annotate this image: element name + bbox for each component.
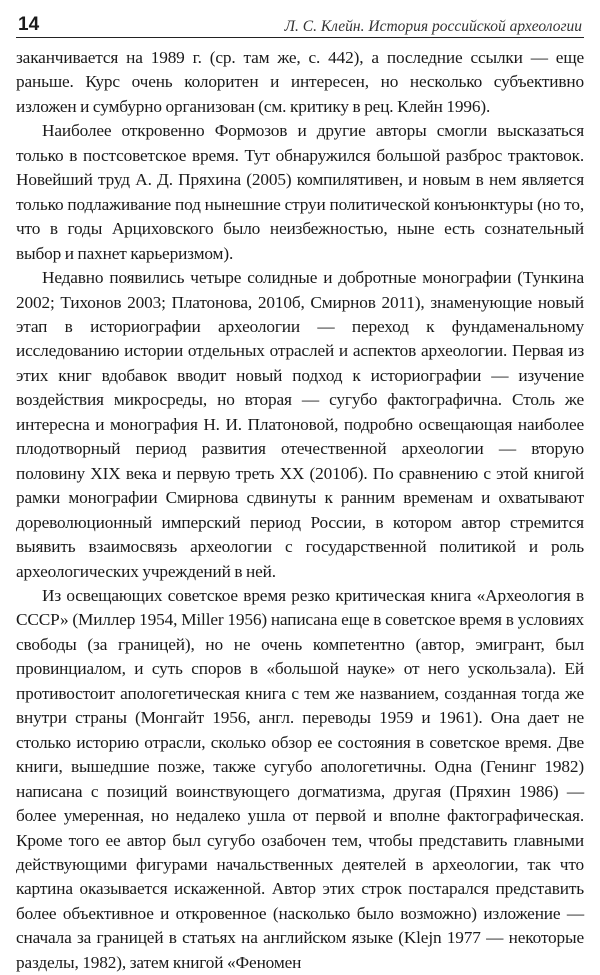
running-head xyxy=(16,8,584,38)
paragraph-formozov: Наиболее откровенно Формозов и другие авторы смогли высказаться только в постсоветское время. Тут обнаружился большой разброс трактовок. Новейший труд А. Д. Пряхина (2005) компилятивен, и новым в нем является только подлаживание под нынешние струи политической конъюнктуры (но то, что в годы Арциховского было неизбежностью, ныне есть сознательный выбор и пахнет карьеризмом). xyxy=(16,121,584,263)
body-text xyxy=(16,46,584,975)
paragraph-soviet-books: Из освещающих советское время резко критическая книга «Археология в СССР» (Миллер 1954, Miller 1956) написана еще в советское время в условиях свободы (за границей), но не очень компетентно (автор, эмигрант, был провинциалом, и суть споров в «большой науке» от него ускользала). Ей противостоит апологетическая книга с тем же названием, созданная тогда же внутри страны (Монгайт 1956, англ. переводы 1959 и 1961). Она дает не столько историю отрасли, сколько обзор ее состояния в советское время. Две книги, вышедшие позже, также сугубо апологетичны. Одна (Генинг 1982) написана с позиций воинствующего догматизма, другая (Пряхин 1986) — более умеренная, но недалеко ушла от первой и вполне фактографическая. Кроме того ее автор был сугубо озабочен тем, чтобы представить главными действующими фигурами начальственных деятелей в археологии, так что картина оказывается искаженной. Автор этих строк постарался представить более объективное и откровенное (насколько было возможно) изложение — сначала за границей в статьях на английском языке (Klejn 1977 — некоторые разделы, 1982), затем книгой «Феномен xyxy=(16,585,584,972)
page-number: 14 xyxy=(18,14,40,35)
paragraph-continuation: заканчивается на 1989 г. (ср. там же, с. 442), а последние ссылки — еще раньше. Курс очень колоритен и интересен, но несколько субъективно изложен и сумбурно организован (см. критику в рец. Клейн 1996). xyxy=(16,48,584,116)
book-page xyxy=(16,8,584,972)
running-title: Л. С. Клейн. История российской археологии xyxy=(284,17,582,35)
paragraph-monographs: Недавно появились четыре солидные и добротные монографии (Тункина 2002; Тихонов 2003; Платонова, 2010б, Смирнов 2011), знаменующие новый этап в историографии археологии — переход к фундаменальному исследованию истории отдельных отраслей и аспектов археологии. Первая из этих книг вдобавок вводит новый подход к историографии — изучение воздействия микросреды, но вторая — сугубо фактографична. Столь же интересна и монография Н. И. Платоновой, подробно освещающая наиболее плодотворный период развития отечественной археологии — вторую половину XIX века и первую треть XX (2010б). По сравнению с этой книгой рамки монографии Смирнова сдвинуты к ранним временам и охватывают дореволюционный имперский период России, в котором автор стремится выявить взаимосвязь археологии с государственной политикой и роль археологических учреждений в ней. xyxy=(16,268,584,581)
